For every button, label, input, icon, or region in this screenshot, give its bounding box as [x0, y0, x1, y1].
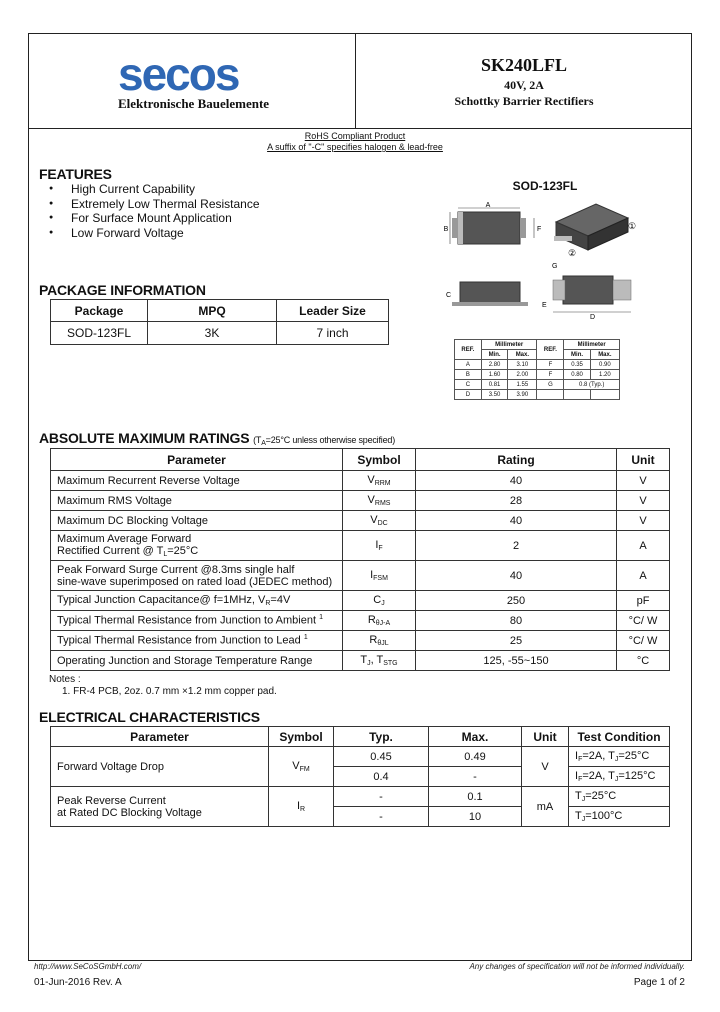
table-row: [455, 370, 620, 380]
table-row: [51, 471, 670, 491]
table-cell: 0.8 (Typ.): [564, 380, 620, 390]
table-row: [51, 449, 670, 471]
dim-d-label: D: [590, 314, 596, 321]
table-cell: [343, 651, 416, 671]
amr-title-text: ABSOLUTE MAXIMUM RATINGS: [39, 430, 250, 446]
iso-lead: [554, 236, 572, 241]
table-cell: 40: [416, 511, 617, 531]
symbol-sub: J: [367, 660, 371, 667]
table-header: Rating: [416, 449, 617, 471]
table-header: Min.: [481, 350, 507, 360]
table-cell: 2.00: [508, 370, 537, 380]
param-post: =25°C: [167, 545, 199, 557]
table-cell: [51, 631, 343, 651]
table-cell: [569, 787, 670, 807]
table-cell: Maximum Recurrent Reverse Voltage: [51, 471, 343, 491]
table-cell: -: [334, 787, 429, 807]
table-row: [455, 390, 620, 400]
table-row: [51, 531, 670, 561]
table-header: REF.: [455, 340, 482, 360]
elec-table: [50, 726, 670, 827]
param-line-2: at Rated DC Blocking Voltage: [57, 806, 202, 819]
param-line-2-text: Rectified Current @ T: [57, 545, 164, 557]
table-cell: C: [455, 380, 482, 390]
param-text: Typical Thermal Resistance from Junction to Ambient: [57, 614, 317, 627]
cond: I: [575, 770, 579, 782]
table-cell: 0.49: [429, 747, 522, 767]
param-post: =4V: [270, 594, 291, 606]
top-view-band: [458, 212, 463, 244]
table-cell: 1.55: [508, 380, 537, 390]
table-row: [51, 561, 670, 591]
table-cell: 10: [429, 807, 522, 827]
secos-logo-icon: [118, 58, 270, 94]
footer-notice: Any changes of specification will not be informed individually.: [469, 962, 685, 971]
table-cell: [569, 767, 670, 787]
amr-cond-pre: (T: [253, 435, 262, 445]
symbol: I: [296, 800, 300, 812]
symbol-sub: RMS: [374, 500, 391, 507]
param-text: Typical Thermal Resistance from Junction to Lead: [57, 634, 301, 647]
top-view-lead-right: [520, 218, 526, 238]
rohs-line-2: A suffix of "-C" specifies halogen & lead-free: [267, 142, 443, 152]
table-cell: [537, 390, 564, 400]
table-cell: [343, 631, 416, 651]
package-outline-drawing: [438, 196, 644, 326]
symbol: V: [292, 760, 300, 772]
table-cell: 3K: [148, 322, 277, 345]
table-header: Max.: [590, 350, 619, 360]
table-cell: A: [455, 360, 482, 370]
table-cell: 25: [416, 631, 617, 651]
cond-post: =25°C: [618, 750, 650, 762]
table-cell: 0.35: [564, 360, 590, 370]
param-line-1: Peak Reverse Current: [57, 794, 166, 807]
table-row: [51, 591, 670, 611]
package-info-table: [50, 299, 389, 345]
symbol: R: [369, 634, 378, 646]
symbol: R: [367, 614, 376, 626]
table-cell: 0.1: [429, 787, 522, 807]
table-cell: °C/ W: [617, 631, 670, 651]
table-header: Millimeter: [481, 340, 537, 350]
top-view-body: [458, 212, 520, 244]
table-cell: V: [617, 471, 670, 491]
symbol-sub: θJL: [377, 640, 389, 647]
cond-mid: =2A, T: [582, 750, 615, 762]
table-cell: [564, 390, 590, 400]
table-row: [51, 300, 389, 322]
table-cell: 40: [416, 471, 617, 491]
table-cell: [569, 747, 670, 767]
symbol: I: [370, 569, 374, 581]
param-text: Typical Junction Capacitance@ f=1MHz, V: [57, 594, 266, 606]
table-cell: Operating Junction and Storage Temperature Range: [51, 651, 343, 671]
table-cell: Forward Voltage Drop: [51, 747, 269, 787]
table-header: Max.: [429, 727, 522, 747]
table-cell: [343, 591, 416, 611]
table-header: Parameter: [51, 727, 269, 747]
amr-table: [50, 448, 670, 671]
footer-page: Page 1 of 2: [633, 977, 685, 988]
param-note-ref: 1: [303, 634, 308, 642]
symbol-sub: FSM: [373, 575, 388, 582]
top-view-lead-left: [452, 218, 458, 238]
table-row: [51, 787, 670, 807]
cond-post: =125°C: [618, 770, 656, 782]
table-cell: 3.90: [508, 390, 537, 400]
table-cell: -: [429, 767, 522, 787]
table-cell: D: [455, 390, 482, 400]
table-cell: B: [455, 370, 482, 380]
table-header: Typ.: [334, 727, 429, 747]
dim-b-label: B: [443, 226, 449, 233]
features-title: FEATURES: [39, 166, 112, 182]
notes-title: Notes :: [49, 674, 81, 685]
table-row: [51, 747, 670, 767]
table-row: [455, 380, 620, 390]
front-view-body: [460, 282, 520, 304]
table-cell: [343, 511, 416, 531]
company-logo: [118, 58, 270, 94]
table-cell: F: [537, 360, 564, 370]
symbol: C: [373, 594, 382, 606]
elec-title: ELECTRICAL CHARACTERISTICS: [39, 709, 260, 725]
symbol-sub: FM: [299, 766, 310, 773]
table-cell: 0.80: [564, 370, 590, 380]
features-list: [39, 182, 339, 240]
table-cell: V: [617, 511, 670, 531]
table-cell: 28: [416, 491, 617, 511]
table-cell: 3.10: [508, 360, 537, 370]
package-title: SOD-123FL: [512, 179, 578, 193]
table-cell: 1.60: [481, 370, 507, 380]
table-cell: [343, 561, 416, 591]
table-header: Unit: [617, 449, 670, 471]
note-1: 1. FR-4 PCB, 2oz. 0.7 mm ×1.2 mm copper pad.: [62, 686, 277, 697]
table-cell: 40: [416, 561, 617, 591]
param-sub: R: [265, 600, 271, 607]
symbol: V: [370, 514, 378, 526]
part-spec: 40V, 2A: [504, 78, 544, 92]
table-row: [51, 611, 670, 631]
feature-item: ● For Surface Mount Application: [39, 211, 339, 226]
side-view-body: [563, 276, 613, 304]
company-name: Elektronische Bauelemente: [118, 96, 270, 111]
table-header: Max.: [508, 350, 537, 360]
side-view-pad-left: [553, 280, 565, 300]
table-cell: 0.90: [590, 360, 619, 370]
cond-sub: J: [581, 816, 586, 823]
table-cell: 2.80: [481, 360, 507, 370]
symbol-sub: DC: [377, 520, 388, 527]
table-cell: 250: [416, 591, 617, 611]
symbol: T: [360, 654, 368, 666]
cond-post: =25°C: [585, 790, 617, 802]
table-cell: G: [537, 380, 564, 390]
feature-item: ● High Current Capability: [39, 182, 339, 197]
part-number: SK240LFL: [480, 55, 568, 75]
amr-cond-post: =25°C unless otherwise specified): [265, 435, 395, 445]
table-row: [51, 727, 670, 747]
table-cell: mA: [522, 787, 569, 827]
table-cell: Maximum DC Blocking Voltage: [51, 511, 343, 531]
cond-sub: J: [581, 796, 586, 803]
dimension-table: [454, 339, 620, 400]
dim-f-label: F: [537, 226, 542, 233]
table-cell: [343, 491, 416, 511]
param-line-2: [57, 545, 342, 558]
table-cell: pF: [617, 591, 670, 611]
param-line-2: sine-wave superimposed on rated load (JEDEC method): [57, 575, 333, 588]
table-header: Min.: [564, 350, 590, 360]
table-cell: 1.20: [590, 370, 619, 380]
table-cell: [51, 561, 343, 591]
amr-title: [39, 430, 395, 447]
table-cell: °C/ W: [617, 611, 670, 631]
table-row: [51, 491, 670, 511]
table-cell: SOD-123FL: [51, 322, 148, 345]
pin1-label: ①: [628, 221, 637, 231]
table-cell: [590, 390, 619, 400]
cond-mid: =2A, T: [582, 770, 615, 782]
table-cell: 0.45: [334, 747, 429, 767]
table-cell: [51, 787, 269, 827]
table-header: MPQ: [148, 300, 277, 322]
table-header: Parameter: [51, 449, 343, 471]
symbol-sub: F: [378, 545, 383, 552]
table-cell: F: [537, 370, 564, 380]
table-row: [51, 651, 670, 671]
symbol-sub: RRM: [374, 480, 391, 487]
symbol: V: [367, 494, 375, 506]
symbol: I: [375, 539, 379, 551]
symbol-2-sub: STG: [383, 660, 398, 667]
logo-wordmark: secos: [118, 58, 239, 94]
table-header: Package: [51, 300, 148, 322]
table-cell: 0.4: [334, 767, 429, 787]
param-note-ref: 1: [319, 614, 323, 622]
table-header: Millimeter: [564, 340, 620, 350]
dim-c-label: C: [446, 292, 452, 299]
param-line-1: Peak Forward Surge Current @8.3ms single half: [57, 563, 295, 576]
table-cell: 7 inch: [277, 322, 389, 345]
table-row: [51, 322, 389, 345]
table-row: [455, 360, 620, 370]
dim-e-label: E: [542, 302, 547, 309]
symbol-sub: R: [300, 806, 306, 813]
table-cell: 80: [416, 611, 617, 631]
part-description: Schottky Barrier Rectifiers: [454, 94, 594, 108]
table-cell: [51, 591, 343, 611]
table-header: Unit: [522, 727, 569, 747]
param-line-1: Maximum Average Forward: [57, 533, 192, 545]
symbol-sub: θJ-A: [375, 620, 391, 627]
package-info-title: PACKAGE INFORMATION: [39, 282, 206, 298]
table-cell: A: [617, 561, 670, 591]
table-cell: °C: [617, 651, 670, 671]
symbol-2: , T: [370, 654, 384, 666]
table-row: [51, 511, 670, 531]
table-cell: [269, 787, 334, 827]
table-cell: A: [617, 531, 670, 561]
side-view-pad-right: [613, 280, 631, 300]
symbol: V: [367, 474, 375, 486]
cond-sub-2: J: [614, 776, 619, 783]
table-cell: [569, 807, 670, 827]
table-cell: 0.81: [481, 380, 507, 390]
cond-sub: F: [578, 756, 583, 763]
table-cell: [343, 531, 416, 561]
param-sub: L: [163, 551, 168, 558]
table-cell: [51, 611, 343, 631]
feature-item: ● Extremely Low Thermal Resistance: [39, 197, 339, 212]
table-header: Test Condition: [569, 727, 670, 747]
table-cell: 125, -55~150: [416, 651, 617, 671]
table-header: REF.: [537, 340, 564, 360]
table-row: [455, 340, 620, 350]
table-cell: 3.50: [481, 390, 507, 400]
table-cell: V: [522, 747, 569, 787]
cond: I: [575, 750, 579, 762]
table-header: Symbol: [343, 449, 416, 471]
cond: T: [575, 790, 582, 802]
rohs-line-1: RoHS Compliant Product: [304, 131, 406, 141]
table-cell: 2: [416, 531, 617, 561]
pin2-label: ②: [568, 248, 577, 258]
amr-condition: [253, 435, 395, 445]
symbol-sub: J: [381, 600, 385, 607]
feature-item: ● Low Forward Voltage: [39, 226, 339, 241]
header-divider: [28, 128, 692, 129]
table-row: [51, 631, 670, 651]
cond-sub: F: [578, 776, 583, 783]
table-cell: V: [617, 491, 670, 511]
table-cell: [343, 471, 416, 491]
table-cell: [51, 531, 343, 561]
dim-a-label: A: [485, 202, 491, 209]
footer-url[interactable]: http://www.SeCoSGmbH.com/: [34, 962, 142, 971]
table-cell: -: [334, 807, 429, 827]
cond-post: =100°C: [585, 810, 623, 822]
amr-cond-sub: A: [261, 440, 266, 447]
cond: T: [575, 810, 582, 822]
front-view-lead: [452, 302, 528, 306]
table-cell: [343, 611, 416, 631]
dim-g-label: G: [552, 263, 558, 270]
table-cell: Maximum RMS Voltage: [51, 491, 343, 511]
table-cell: [269, 747, 334, 787]
table-header: Leader Size: [277, 300, 389, 322]
footer-date: 01-Jun-2016 Rev. A: [34, 977, 122, 988]
cond-sub-2: J: [614, 756, 619, 763]
table-header: Symbol: [269, 727, 334, 747]
